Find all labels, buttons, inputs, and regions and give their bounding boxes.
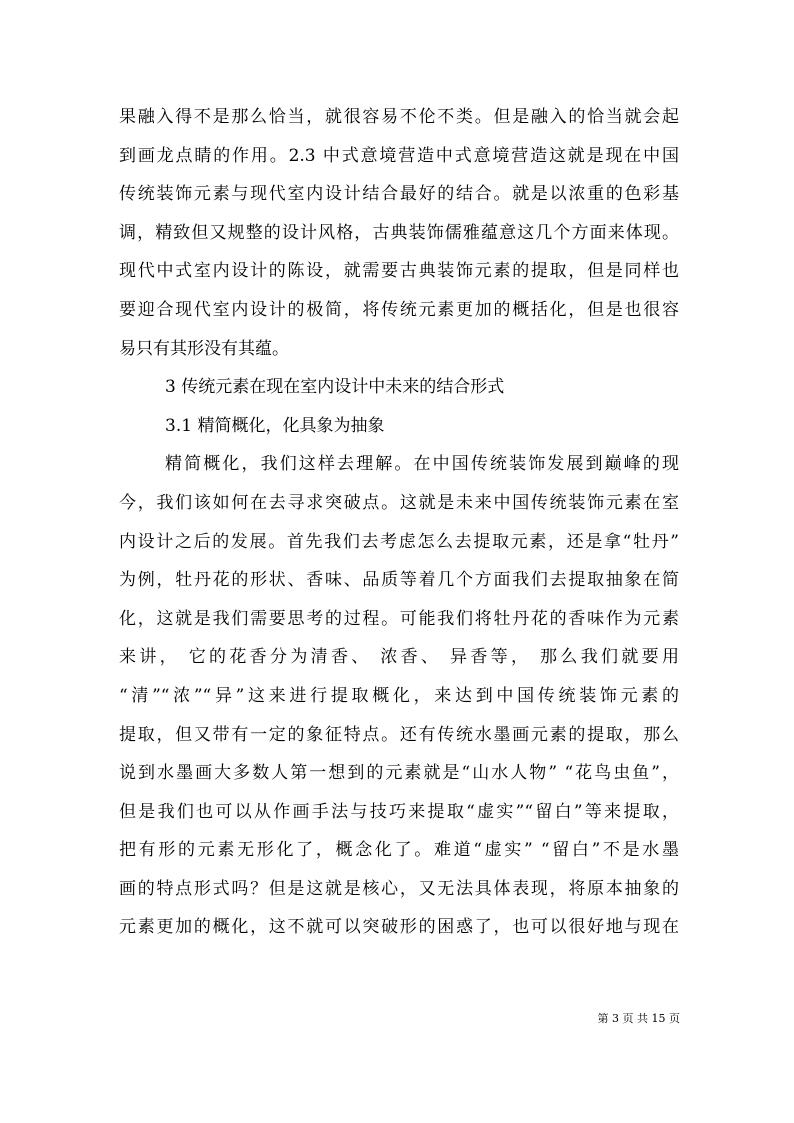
text-line: 内设计之后的发展。首先我们去考虑怎么去提取元素，还是拿“牡丹” [119, 531, 679, 552]
text-line: 3.1 精简概化，化具象为抽象 [165, 415, 385, 436]
text-line: 调，精致但又规整的设计风格，古典装饰儒雅蕴意这几个方面来体现。 [119, 222, 679, 243]
text-line: 为例，牡丹花的形状、香味、品质等着几个方面我们去提取抽象在简 [119, 570, 679, 591]
text-line: 来讲， 它的花香分为清香、 浓香、 异香等， 那么我们就要用 [119, 647, 679, 668]
text-line: 化，这就是我们需要思考的过程。可能我们将牡丹花的香味作为元素 [119, 608, 679, 629]
page-footer: 第 3 页 共 15 页 [597, 1012, 680, 1025]
text-line: 现代中式室内设计的陈设，就需要古典装饰元素的提取，但是同样也 [119, 261, 679, 282]
text-line: 传统装饰元素与现代室内设计结合最好的结合。就是以浓重的色彩基 [119, 184, 679, 205]
text-line: 元素更加的概化，这不就可以突破形的困惑了，也可以很好地与现在 [119, 917, 679, 938]
text-line: 画的特点形式吗？但是这就是核心，又无法具体表现，将原本抽象的 [119, 878, 679, 899]
text-line: 但是我们也可以从作画手法与技巧来提取“虚实”“留白”等来提取， [119, 801, 679, 822]
text-line: 把有形的元素无形化了，概念化了。难道“虚实” “留白”不是水墨 [119, 840, 679, 861]
text-line: 提取，但又带有一定的象征特点。还有传统水墨画元素的提取，那么 [119, 724, 679, 745]
text-line: “清”“浓”“异”这来进行提取概化，来达到中国传统装饰元素的 [119, 685, 679, 706]
text-line: 要迎合现代室内设计的极简，将传统元素更加的概括化，但是也很容 [119, 299, 679, 320]
text-line: 3 传统元素在现在室内设计中未来的结合形式 [165, 377, 505, 398]
text-line: 说到水墨画大多数人第一想到的元素就是“山水人物” “花鸟虫鱼”， [119, 763, 679, 784]
text-line: 易只有其形没有其蕴。 [119, 338, 289, 359]
text-line: 果融入得不是那么恰当，就很容易不伦不类。但是融入的恰当就会起 [119, 107, 679, 127]
body-text [119, 98, 679, 947]
text-line: 精简概化，我们这样去理解。在中国传统装饰发展到巅峰的现 [165, 454, 679, 475]
text-line: 今，我们该如何在去寻求突破点。这就是未来中国传统装饰元素在室 [119, 492, 679, 513]
text-line: 到画龙点睛的作用。2.3 中式意境营造中式意境营造这就是现在中国 [119, 145, 679, 166]
